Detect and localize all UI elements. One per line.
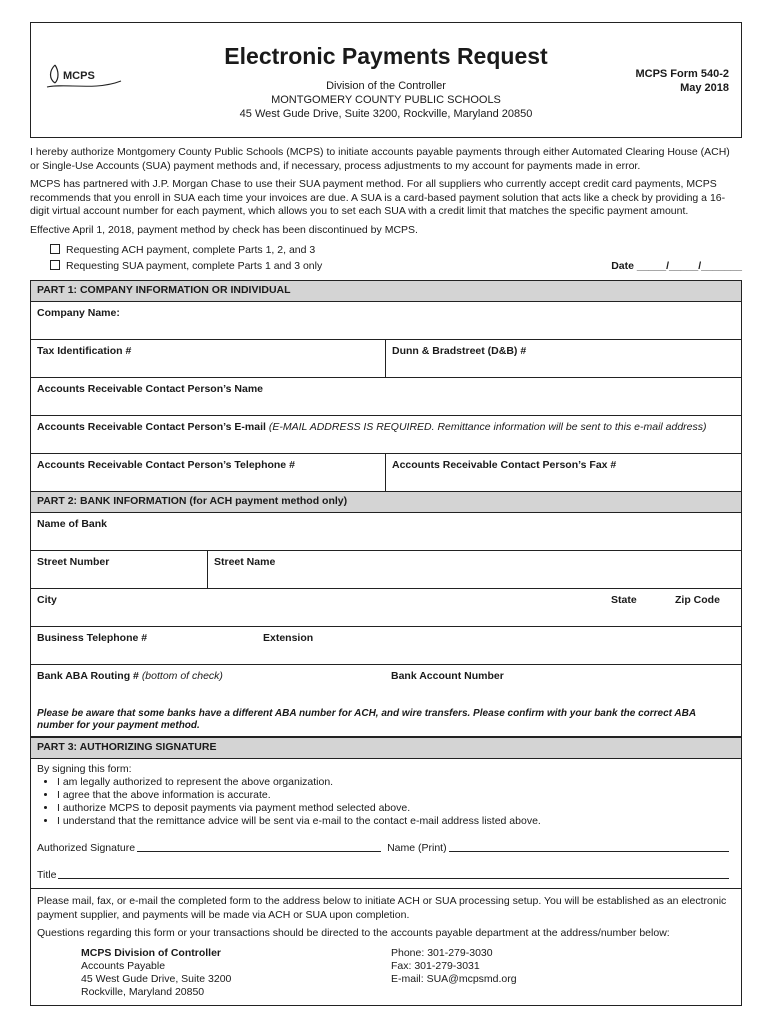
footer-paragraph-2: Questions regarding this form or your transactions should be directed to the accounts payable department at the address/number below: <box>37 927 670 939</box>
division-name: Division of the Controller <box>326 80 446 92</box>
contact-fax: Fax: 301-279-3031 <box>391 959 480 972</box>
intro-text <box>30 146 742 237</box>
ach-option[interactable] <box>50 242 742 258</box>
logo-text: MCPS <box>63 70 95 82</box>
business-phone-label: Business Telephone # <box>37 632 148 644</box>
intro-paragraph-3: Effective April 1, 2018, payment method by check has been discontinued by MCPS. <box>30 223 418 236</box>
contact-address <box>81 947 735 999</box>
footer-paragraph-1: Please mail, fax, or e-mail the completed form to the address below to initiate ACH or SUA processing setup. You will be established as an electronic payment supplier, and payments will be made via ACH or SUA upon completion. <box>37 895 727 921</box>
ar-email-row[interactable] <box>31 416 741 454</box>
address-line-3: 45 West Gude Drive, Suite 3200 <box>81 972 232 985</box>
sua-option-label: Requesting SUA payment, complete Parts 1 and 3 only <box>66 260 323 272</box>
date-field[interactable]: Date _____/_____/_______ <box>611 260 742 272</box>
street-number-field[interactable] <box>31 551 207 588</box>
signing-terms-list <box>37 776 735 828</box>
ar-phone-fax-row <box>31 454 741 491</box>
payment-method-options <box>50 242 742 274</box>
extension-label: Extension <box>263 632 314 644</box>
street-name-field[interactable] <box>207 551 741 588</box>
ach-option-label: Requesting ACH payment, complete Parts 1, 2, and 3 <box>66 244 316 256</box>
ar-name-label: Accounts Receivable Contact Person’s Name <box>37 383 264 395</box>
ar-fax-label: Accounts Receivable Contact Person’s Fax # <box>392 459 617 471</box>
company-name-row[interactable] <box>31 302 741 340</box>
form-header <box>30 22 742 138</box>
bank-name-row[interactable] <box>31 513 741 551</box>
name-print-line[interactable] <box>449 842 729 852</box>
name-print-label: Name (Print) <box>387 842 447 854</box>
org-name: MONTGOMERY COUNTY PUBLIC SCHOOLS <box>271 94 501 106</box>
authorized-signature-label: Authorized Signature <box>37 842 136 854</box>
form-number: MCPS Form 540-2 <box>635 68 729 80</box>
aba-note: (bottom of check) <box>141 670 223 682</box>
authorized-signature-line[interactable] <box>137 842 381 852</box>
bank-name-label: Name of Bank <box>37 518 108 530</box>
contact-email[interactable]: E-mail: SUA@mcpsmd.org <box>391 972 517 985</box>
part3-section <box>30 738 742 889</box>
signing-term: • I am legally authorized to represent the above organization. <box>57 776 735 789</box>
title-label: Title <box>37 869 57 881</box>
signing-term: • I authorize MCPS to deposit payments via payment method selected above. <box>57 802 735 815</box>
ach-checkbox[interactable] <box>50 244 60 254</box>
form-date: May 2018 <box>680 82 729 94</box>
zip-field[interactable] <box>669 589 741 626</box>
address-line-2: Accounts Payable <box>81 959 166 972</box>
sua-checkbox[interactable] <box>50 260 60 270</box>
street-row <box>31 551 741 589</box>
part1-section <box>30 280 742 492</box>
footer-instructions <box>30 889 742 1006</box>
phone-row <box>31 627 741 665</box>
city-field[interactable] <box>31 589 605 626</box>
business-phone-field[interactable] <box>31 627 257 664</box>
dnb-label: Dunn & Bradstreet (D&B) # <box>392 345 527 357</box>
ar-email-label: Accounts Receivable Contact Person’s E-mail <box>37 421 266 433</box>
part1-heading: PART 1: COMPANY INFORMATION OR INDIVIDUAL <box>31 281 741 302</box>
tax-id-field[interactable] <box>31 340 385 377</box>
street-name-label: Street Name <box>214 556 276 568</box>
company-name-label: Company Name: <box>37 307 120 319</box>
dnb-field[interactable] <box>385 340 741 377</box>
ar-phone-label: Accounts Receivable Contact Person’s Telephone # <box>37 459 295 471</box>
form-page <box>30 22 742 1006</box>
address-line-1: MCPS Division of Controller <box>81 946 222 959</box>
signature-block <box>31 759 741 888</box>
street-number-label: Street Number <box>37 556 110 568</box>
ar-phone-field[interactable] <box>31 454 385 491</box>
account-number-field[interactable] <box>385 665 741 702</box>
tax-dnb-row <box>31 340 741 378</box>
tax-id-label: Tax Identification # <box>37 345 132 357</box>
account-number-label: Bank Account Number <box>391 670 504 682</box>
state-field[interactable] <box>605 589 669 626</box>
contact-numbers <box>391 947 701 999</box>
address-line-4: Rockville, Maryland 20850 <box>81 985 205 998</box>
ar-fax-field[interactable] <box>385 454 741 491</box>
signing-intro: By signing this form: <box>37 763 132 775</box>
form-number-block <box>635 67 729 95</box>
aba-row <box>31 665 741 702</box>
aba-label: Bank ABA Routing # <box>37 670 139 682</box>
part2-heading: PART 2: BANK INFORMATION (for ACH payment method only) <box>31 492 741 513</box>
signature-line-row <box>37 842 735 855</box>
contact-phone: Phone: 301-279-3030 <box>391 946 493 959</box>
city-label: City <box>37 594 57 606</box>
part3-heading: PART 3: AUTHORIZING SIGNATURE <box>31 738 741 759</box>
aba-field[interactable] <box>31 665 385 702</box>
city-row <box>31 589 741 627</box>
state-label: State <box>611 594 637 606</box>
extension-field[interactable] <box>257 627 741 664</box>
intro-paragraph-2: MCPS has partnered with J.P. Morgan Chase to use their SUA payment method. For all suppliers who currently accept credit card payments, MCPS recommends that you enroll in SUA each time your invoices are due. A SUA is a card-based payment solution that acts like a check by providing a 16-digit virtual account number for each payment, which allows you to set each SUA with a credit limit that matches the specific payment amount. <box>30 178 726 217</box>
org-address: 45 West Gude Drive, Suite 3200, Rockville, Maryland 20850 <box>239 108 533 120</box>
intro-paragraph-1: I hereby authorize Montgomery County Public Schools (MCPS) to initiate accounts payable payments through either Automated Clearing House (ACH) or Single-Use Accounts (SUA) payment methods and, if necessary, process adjustments to my account for payments made in error. <box>30 146 730 172</box>
mailing-address <box>81 947 391 999</box>
title-line[interactable] <box>58 869 729 879</box>
ar-email-label-wrap <box>31 416 741 453</box>
aba-notice: Please be aware that some banks have a different ABA number for ACH, and wire transfers. Please confirm with your bank the correct ABA number for your payment method. <box>31 702 741 737</box>
zip-label: Zip Code <box>675 594 720 606</box>
title-line-row <box>37 869 735 882</box>
signing-term: • I agree that the above information is accurate. <box>57 789 735 802</box>
page-title: Electronic Payments Request <box>224 43 548 69</box>
part2-section <box>30 492 742 738</box>
signing-term: • I understand that the remittance advice will be sent via e-mail to the contact e-mail address listed above. <box>57 815 735 828</box>
ar-name-row[interactable] <box>31 378 741 416</box>
ar-email-note: (E-MAIL ADDRESS IS REQUIRED. Remittance information will be sent to this e-mail address) <box>268 421 707 433</box>
